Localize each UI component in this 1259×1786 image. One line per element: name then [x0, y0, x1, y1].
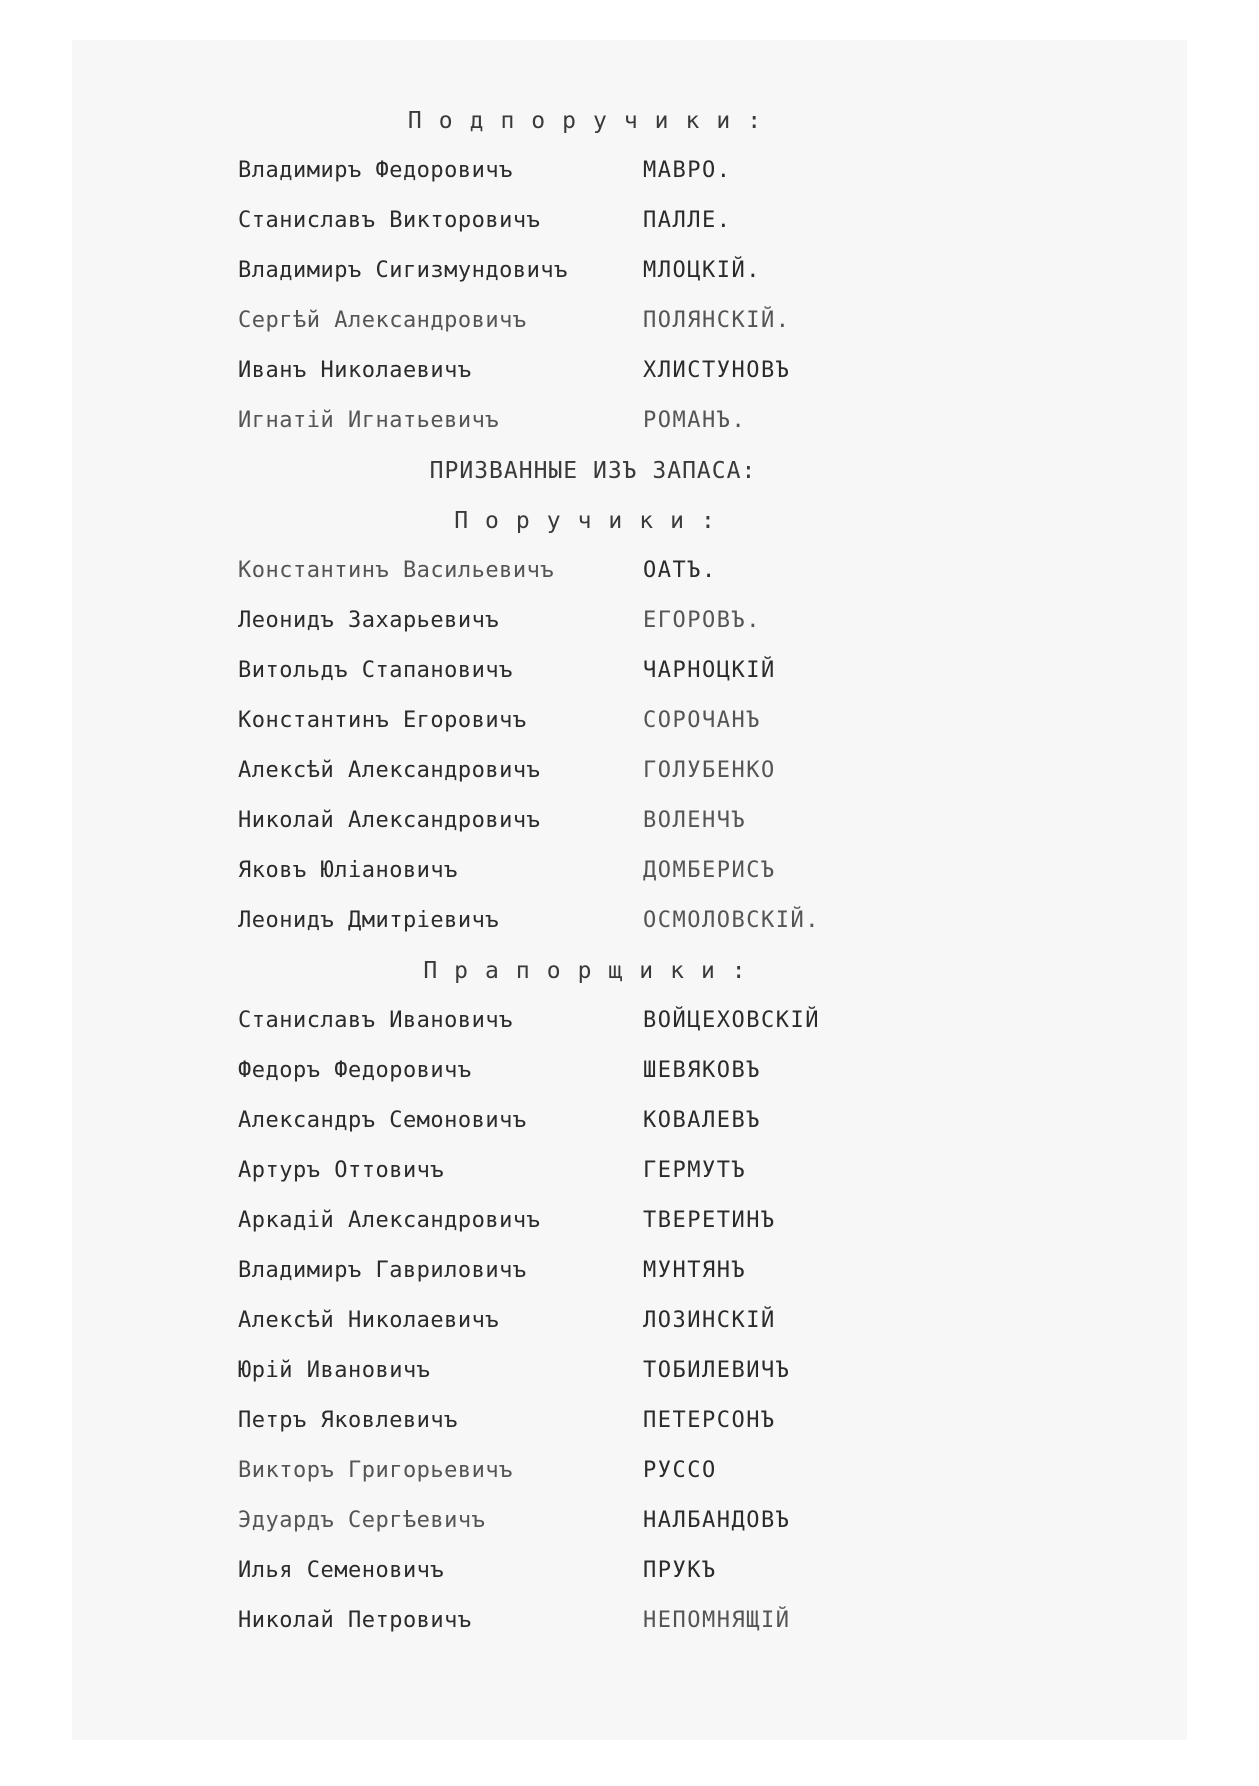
given-name: Эдуардъ Сергѣевичъ — [238, 1508, 486, 1533]
roster-row — [238, 296, 878, 346]
given-name: Викторъ Григорьевичъ — [238, 1458, 513, 1483]
roster-row — [238, 196, 878, 246]
given-name: Петръ Яковлевичъ — [238, 1408, 458, 1433]
surname: НЕПОМНЯЩІЙ — [643, 1608, 791, 1633]
surname: ЛОЗИНСКІЙ — [643, 1308, 776, 1333]
given-name: Николай Петровичъ — [238, 1608, 472, 1633]
roster-row — [238, 146, 878, 196]
surname: ХЛИСТУНОВЪ — [643, 358, 791, 383]
given-name: Яковъ Юліановичъ — [238, 858, 458, 883]
roster-row — [238, 696, 878, 746]
section-heading-podporuchiki: Подпоручики: — [407, 108, 779, 134]
given-name: Александръ Семоновичъ — [238, 1108, 527, 1133]
given-name: Владимиръ Федоровичъ — [238, 158, 513, 183]
surname: РУССО — [643, 1458, 717, 1483]
surname: ШЕВЯКОВЪ — [643, 1058, 761, 1083]
surname: ПЕТЕРСОНЪ — [643, 1408, 776, 1433]
given-name: Константинъ Егоровичъ — [238, 708, 527, 733]
given-name: Владимиръ Гавриловичъ — [238, 1258, 527, 1283]
roster-row — [238, 996, 878, 1046]
roster-row — [238, 896, 878, 946]
roster-row — [238, 1596, 878, 1646]
surname: ВОЛЕНЧЪ — [643, 808, 747, 833]
roster-row — [238, 746, 878, 796]
officer-roster — [238, 96, 878, 1646]
surname: ГЕРМУТЪ — [643, 1158, 747, 1183]
roster-row — [238, 1396, 878, 1446]
surname: ОСМОЛОВСКІЙ. — [643, 908, 820, 933]
roster-row — [238, 596, 878, 646]
surname: ПОЛЯНСКІЙ. — [643, 308, 791, 333]
given-name: Владимиръ Сигизмундовичъ — [238, 258, 568, 283]
roster-row — [238, 1296, 878, 1346]
surname: ТОБИЛЕВИЧЪ — [643, 1358, 791, 1383]
given-name: Аркадій Александровичъ — [238, 1208, 541, 1233]
roster-row — [238, 1146, 878, 1196]
given-name: Илья Семеновичъ — [238, 1558, 445, 1583]
roster-row — [238, 846, 878, 896]
given-name: Иванъ Николаевичъ — [238, 358, 472, 383]
surname: ТВЕРЕТИНЪ — [643, 1208, 776, 1233]
roster-row — [238, 1446, 878, 1496]
surname: ПАЛЛЕ. — [643, 208, 732, 233]
section-heading-praporshchiki: Прапорщики: — [423, 958, 763, 984]
surname: ЧАРНОЦКІЙ — [643, 658, 776, 683]
surname: ВОЙЦЕХОВСКІЙ — [643, 1008, 820, 1033]
given-name: Станиславъ Викторовичъ — [238, 208, 541, 233]
roster-row — [238, 1546, 878, 1596]
roster-row — [238, 346, 878, 396]
roster-row — [238, 646, 878, 696]
roster-row — [238, 796, 878, 846]
given-name: Алексѣй Николаевичъ — [238, 1308, 500, 1333]
roster-row — [238, 1196, 878, 1246]
surname: ЕГОРОВЪ. — [643, 608, 761, 633]
given-name: Леонидъ Дмитріевичъ — [238, 908, 500, 933]
roster-row — [238, 1346, 878, 1396]
given-name: Артуръ Оттовичъ — [238, 1158, 445, 1183]
given-name: Алексѣй Александровичъ — [238, 758, 541, 783]
given-name: Игнатій Игнатьевичъ — [238, 408, 500, 433]
roster-row — [238, 396, 878, 446]
given-name: Юрій Ивановичъ — [238, 1358, 431, 1383]
roster-row — [238, 546, 878, 596]
given-name: Николай Александровичъ — [238, 808, 541, 833]
section-heading-poruchiki: Поручики: — [454, 508, 732, 534]
surname: РОМАНЪ. — [643, 408, 747, 433]
given-name: Константинъ Васильевичъ — [238, 558, 555, 583]
roster-row — [238, 1096, 878, 1146]
given-name: Витольдъ Стапановичъ — [238, 658, 513, 683]
surname: МУНТЯНЪ — [643, 1258, 747, 1283]
roster-row — [238, 1246, 878, 1296]
roster-row — [238, 1496, 878, 1546]
roster-row — [238, 246, 878, 296]
surname: ПРУКЪ — [643, 1558, 717, 1583]
surname: ОАТЪ. — [643, 558, 717, 583]
section-heading-reserve: ПРИЗВАННЫЕ ИЗЪ ЗАПАСА: — [429, 458, 757, 484]
surname: КОВАЛЕВЪ — [643, 1108, 761, 1133]
given-name: Станиславъ Ивановичъ — [238, 1008, 513, 1033]
surname: МАВРО. — [643, 158, 732, 183]
given-name: Леонидъ Захарьевичъ — [238, 608, 500, 633]
roster-row — [238, 1046, 878, 1096]
given-name: Федоръ Федоровичъ — [238, 1058, 472, 1083]
given-name: Сергѣй Александровичъ — [238, 308, 527, 333]
surname: ДОМБЕРИСЪ — [643, 858, 776, 883]
surname: МЛОЦКІЙ. — [643, 258, 761, 283]
surname: НАЛБАНДОВЪ — [643, 1508, 791, 1533]
surname: СОРОЧАНЪ — [643, 708, 761, 733]
surname: ГОЛУБЕНКО — [643, 758, 776, 783]
